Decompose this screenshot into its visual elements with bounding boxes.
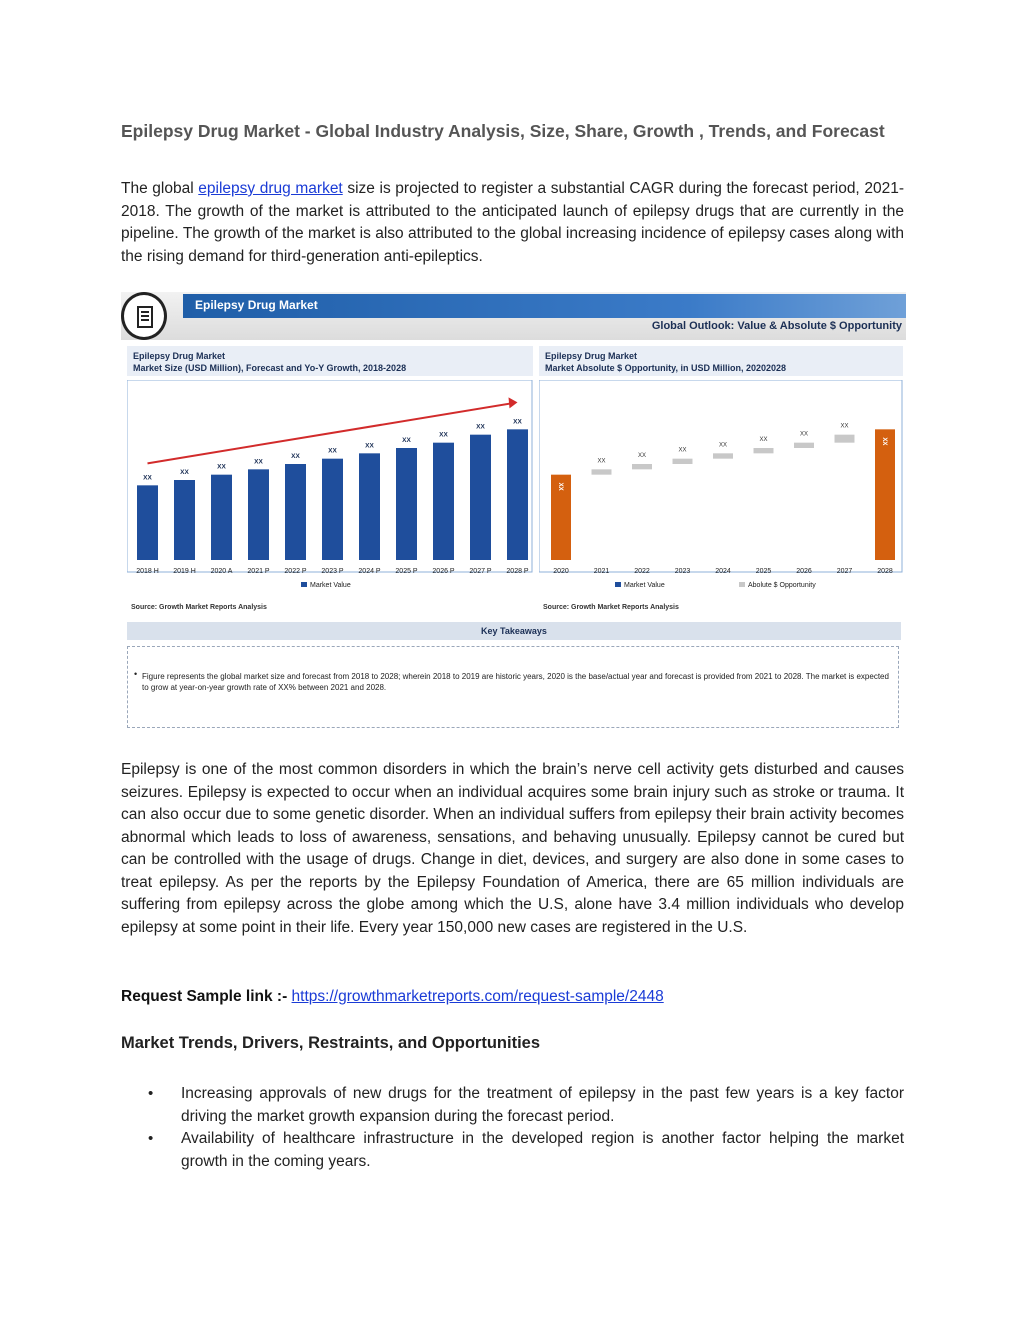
request-sample-link[interactable]: https://growthmarketreports.com/request-sample/2448 [291, 988, 664, 1005]
bullet-icon: • [148, 1130, 154, 1147]
left-chart-source: Source: Growth Market Reports Analysis [131, 604, 267, 611]
page-title: Epilepsy Drug Market - Global Industry Analysis, Size, Share, Growth , Trends, and Forecast [121, 121, 885, 141]
key-takeaways-header: Key Takeaways [127, 622, 901, 640]
x-tick-label: 2018 H [136, 568, 159, 575]
legend-swatch-market-value [615, 582, 621, 587]
bar-data-label: XX [365, 442, 374, 450]
bar-2020-A [211, 475, 232, 560]
increment-2027 [835, 435, 855, 443]
bar-data-label: XX [291, 453, 300, 460]
bar-2028 [875, 429, 895, 560]
increment-2023 [673, 459, 693, 464]
bar-data-label: XX [254, 458, 263, 466]
right-plot-frame [539, 380, 902, 572]
x-tick-label: 2020 A [210, 568, 233, 575]
section-heading: Market Trends, Drivers, Restraints, and Opportunities [121, 1034, 541, 1052]
legend-market-value: Market Value [310, 582, 351, 589]
bar-data-label: XX [881, 437, 887, 446]
increment-data-label: XX [637, 453, 647, 459]
bar-2028-P [507, 429, 528, 560]
x-tick-label: 2027 P [469, 568, 492, 575]
list-item-text: Increasing approvals of new drugs for the treatment of epilepsy in the past few years is a key factor driving the market growth expansion during the forecast period. [181, 1085, 904, 1125]
bar-data-label: XX [513, 418, 522, 426]
x-tick-label: 2024 P [358, 568, 381, 575]
bar-data-label: XX [557, 482, 563, 491]
increment-2026 [794, 443, 814, 448]
banner-subtitle: Global Outlook: Value & Absolute $ Opportunity [651, 320, 902, 332]
list-item [121, 1083, 904, 1128]
bar-2023-P [322, 459, 343, 560]
legend-swatch-market-value [301, 582, 307, 587]
market-infographic [121, 292, 906, 732]
x-tick-label: 2028 P [506, 568, 529, 575]
bar-2021-P [248, 469, 269, 560]
increment-2025 [754, 448, 774, 453]
x-tick-label: 2025 P [395, 568, 418, 575]
bar-data-label: XX [328, 447, 337, 455]
bar-2024-P [359, 453, 380, 560]
left-chart-header-line2: Market Size (USD Million), Forecast and Yo-Y Growth, 2018-2028 [133, 363, 407, 373]
trends-bullet-list [121, 1083, 904, 1173]
x-tick-label: 2027 [836, 568, 853, 575]
report-document-icon [121, 292, 167, 340]
bar-data-label: XX [439, 431, 448, 439]
x-tick-label: 2026 [796, 568, 812, 575]
legend-swatch-opportunity [739, 582, 745, 587]
infographic-banner [121, 292, 906, 340]
bar-data-label: XX [180, 469, 189, 476]
intro-text-rest: size is projected to register a substantial CAGR during the forecast period, 2021-2018. The growth of the market is attributed to the anticipated launch of epilepsy drugs that are currently in the pipeline. The growth of the market is also attributed to the global increasing incidence of epilepsy cases along with the rising demand for third-generation anti-epileptics. [121, 180, 904, 265]
increment-2021 [592, 469, 612, 474]
increment-2022 [632, 464, 652, 469]
right-chart-header [539, 346, 903, 376]
list-item [121, 1128, 904, 1173]
x-tick-label: 2026 P [432, 568, 455, 575]
x-tick-label: 2024 [715, 568, 731, 575]
bar-2025-P [396, 448, 417, 560]
absolute-opportunity-waterfall-chart [539, 380, 903, 602]
x-tick-label: 2023 [674, 568, 691, 575]
legend-absolute-opportunity: Abolute $ Opportunity [748, 582, 816, 589]
increment-data-label: XX [678, 447, 687, 454]
x-tick-label: 2021 [593, 568, 610, 575]
x-tick-label: 2020 [553, 568, 569, 575]
x-tick-label: 2021 P [247, 568, 270, 575]
bar-data-label: XX [402, 437, 411, 444]
increment-data-label: XX [759, 437, 768, 443]
x-tick-label: 2025 [755, 568, 772, 575]
increment-data-label: XX [718, 442, 728, 449]
key-takeaways-box [127, 646, 899, 728]
intro-text-start: The global [121, 180, 199, 197]
right-chart-source: Source: Growth Market Reports Analysis [543, 604, 679, 611]
key-takeaways-text: Figure represents the global market size and forecast from 2018 to 2028; wherein 2018 to 2019 are historic years, 2020 is the base/actual year and forecast is provided from 2021 to 2028. The market is expected to grow at year-on-year growth rate of XX% between 2021 and 2028. [142, 672, 889, 692]
market-size-bar-chart [127, 380, 533, 602]
bar-data-label: XX [476, 423, 485, 431]
left-chart-header-line1: Epilepsy Drug Market [133, 351, 226, 361]
increment-data-label: XX [597, 458, 606, 465]
request-sample-label: Request Sample link :- [121, 988, 288, 1005]
bar-2022-P [285, 464, 306, 560]
x-tick-label: 2019 H [173, 568, 196, 575]
legend-market-value: Market Value [624, 582, 665, 589]
bar-data-label: XX [143, 474, 152, 482]
request-sample-line [121, 986, 664, 1008]
bar-2026-P [433, 443, 454, 560]
increment-data-label: XX [799, 431, 809, 438]
bar-2018-H [137, 485, 158, 560]
x-tick-label: 2022 P [284, 568, 307, 575]
bar-2019-H [174, 480, 195, 560]
bar-data-label: XX [217, 463, 226, 471]
increment-data-label: XX [840, 423, 849, 430]
bullet-icon: • [148, 1085, 154, 1102]
x-tick-label: 2028 [877, 568, 893, 575]
key-bullet: • [134, 669, 138, 679]
left-chart-header [127, 346, 533, 376]
increment-2024 [713, 453, 733, 458]
bar-2027-P [470, 435, 491, 560]
x-tick-label: 2023 P [321, 568, 344, 575]
epilepsy-drug-market-link[interactable]: epilepsy drug market [198, 180, 343, 197]
list-item-text: Availability of healthcare infrastructure in the developed region is another factor helping the market growth in the coming years. [181, 1130, 904, 1170]
intro-paragraph [121, 178, 904, 268]
banner-title: Epilepsy Drug Market [195, 298, 318, 312]
right-chart-header-line1: Epilepsy Drug Market [545, 351, 638, 361]
right-chart-header-line2: Market Absolute $ Opportunity, in USD Million, 20202028 [545, 363, 787, 373]
x-tick-label: 2022 [634, 568, 650, 575]
epilepsy-description-paragraph: Epilepsy is one of the most common disorders in which the brain’s nerve cell activity gets disturbed and causes seizures. Epilepsy is expected to occur when an individual acquires some brain injury such as stroke or trauma. It can also occur due to some genetic disorder. When an individual suffers from epilepsy their brain activity becomes abnormal which leads to loss of awareness, sensations, and behaving unusually. Epilepsy cannot be cured but can be controlled with the usage of drugs. Change in diet, devices, and surgery are also done in some cases to treat epilepsy. As per the reports by the Epilepsy Foundation of America, there are 65 million individuals are suffering from epilepsy across the globe among which the U.S, alone have 3.4 million individuals who develop epilepsy at some point in their life. Every year 150,000 new cases are registered in the U.S. [121, 761, 904, 936]
